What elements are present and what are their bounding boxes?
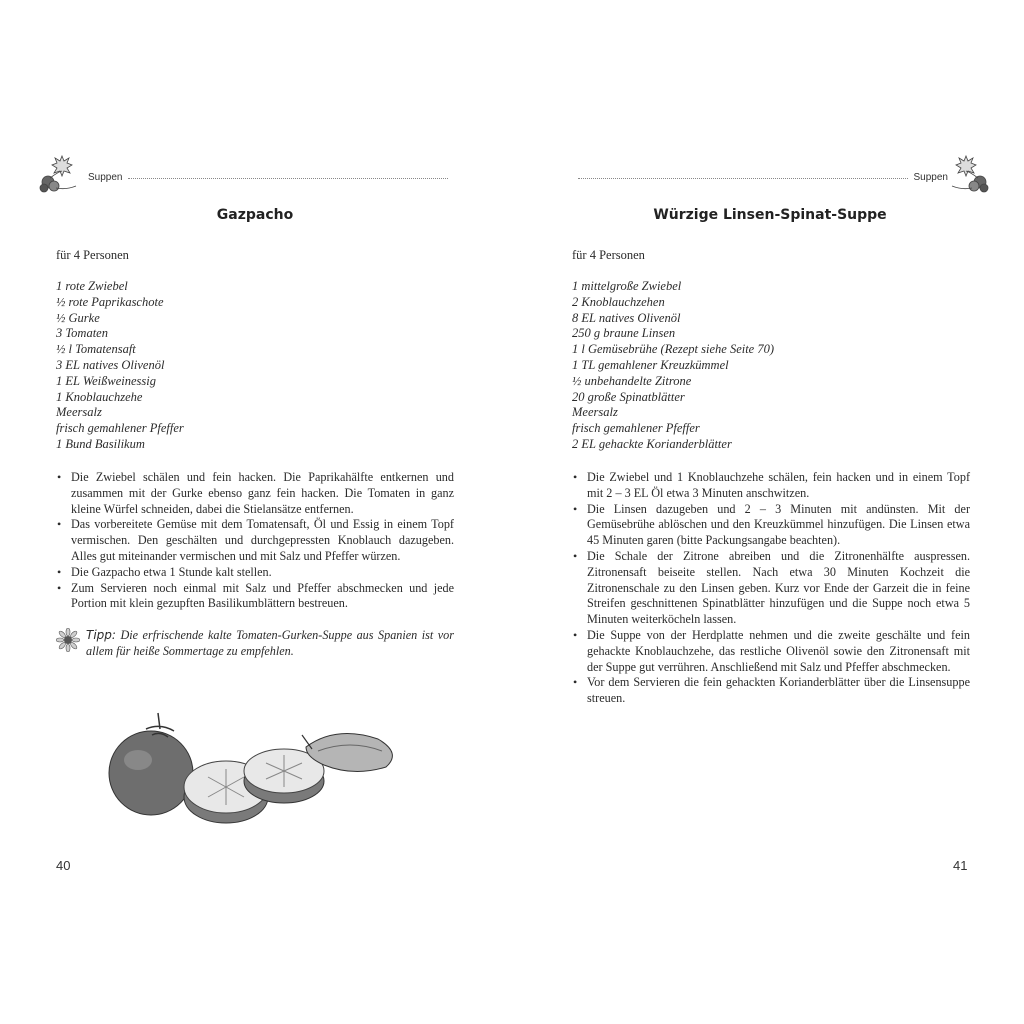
ingredient-item: ½ rote Paprikaschote [56,294,164,309]
ingredient-item: 3 Tomaten [56,326,108,341]
bullet-icon: • [573,501,578,516]
ingredient-item: 1 l Gemüsebrühe (Rezept siehe Seite 70) [572,342,775,357]
servings: für 4 Personen [56,248,129,262]
instruction-step [572,628,970,675]
ingredient-item: 8 EL natives Olivenöl [572,310,681,325]
bullet-icon: • [573,548,578,563]
ingredient-item: frisch gemahlener Pfeffer [56,421,184,436]
ingredient-item: ½ Gurke [56,310,100,325]
tip-box [56,628,454,660]
ingredient-item: 3 EL natives Olivenöl [56,357,165,372]
ingredient-item: 1 rote Zwiebel [56,279,128,293]
servings: für 4 Personen [572,248,645,262]
dotted-rule [578,178,908,179]
bullet-icon: • [573,470,578,484]
ingredient-list [572,279,774,453]
instruction-list [56,470,454,612]
tip-text [86,628,454,660]
bullet-icon: • [57,564,62,579]
ingredient-item: 1 EL Weißweinessig [56,373,157,388]
bullet-icon: • [57,580,62,595]
ingredient-item: 1 Knoblauchzehe [56,389,143,404]
ingredient-item: 1 Bund Basilikum [56,436,145,451]
recipe-title: Würzige Linsen-Spinat-Suppe [653,207,887,223]
running-head-label: Suppen [913,171,948,183]
ingredient-item: ½ unbehandelte Zitrone [572,373,692,388]
right-page [512,0,1024,1024]
instruction-text: Die Gazpacho etwa 1 Stunde kalt stellen. [71,564,272,579]
instruction-text: Die Zwiebel und 1 Knoblauchzehe schälen, fein hacken und in einem Topf mit 2 – 3 EL Öl etwa 3 Minuten anschwitzen. [587,470,970,500]
bullet-icon: • [573,627,578,642]
instruction-text: Vor dem Servieren die fein gehackten Korianderblätter über die Linsensuppe streuen. [587,675,970,706]
instruction-step [572,470,970,502]
tip-body: Die erfrischende kalte Tomaten-Gurken-Suppe aus Spanien ist vor allem für heiße Sommertage zu empfehlen. [86,628,455,658]
instruction-step [56,470,454,517]
ingredient-item: 1 TL gemahlener Kreuzkümmel [572,357,729,372]
bullet-icon: • [573,675,578,690]
instruction-step [572,502,970,549]
instruction-text: Die Linsen dazugeben und 2 – 3 Minuten mit andünsten. Mit der Gemüsebrühe ablöschen und den Kreuzkümmel hinzufügen. Die Linsen etwa 45 Minuten garen (bitte Packungsangabe beachten). [587,501,970,548]
instruction-text: Die Suppe von der Herdplatte nehmen und die zweite geschälte und fein gehackte Knoblauchzehe, das restliche Olivenöl sowie den Zitronensaft mit der Suppe gut verrühren. Anschließend mit Salz und Pfeffer abschmecken. [587,627,970,674]
ingredient-item: Meersalz [572,405,618,420]
instruction-step [56,565,454,581]
ingredient-item: 2 EL gehackte Korianderblätter [572,436,732,451]
instruction-text: Das vorbereitete Gemüse mit dem Tomatensaft, Öl und Essig in einem Topf vermischen. Den geschälten und durchgepressten Knoblauch dazugeben. Alles gut miteinander vermischen und mit Salz und Pfeffer würzen. [71,517,454,563]
instruction-step [56,581,454,613]
instruction-text: Die Zwiebel schälen und fein hacken. Die Paprikahälfte entkernen und zusammen mit der Gurke ebenso ganz fein hacken. Die Tomaten in ganz kleine Würfel schneiden, dabei die Stielansätze entfernen. [71,470,454,516]
running-head [88,170,454,184]
ingredient-item: 1 mittelgroße Zwiebel [572,279,682,293]
ingredient-item: 20 große Spinatblätter [572,389,685,404]
ingredient-item: ½ l Tomatensaft [56,342,136,357]
page-number: 41 [953,858,968,873]
bullet-icon: • [57,517,62,532]
flower-ornament-icon [948,152,992,196]
instruction-text: Die Schale der Zitrone abreiben und die Zitronenhälfte auspressen. Zitronensaft beiseite stellen. Nach etwa 30 Minuten Kochzeit die Zitronenschale zu den Linsen geben. Kurz vor Ende der Garzeit die in feine Streifen geschnittenen Spinatblätter hinzufügen und die Suppe noch etwa 5 Minuten weiterköcheln lassen. [587,548,970,627]
dotted-rule [128,178,448,179]
ingredient-item: Meersalz [56,405,102,420]
ingredient-item: frisch gemahlener Pfeffer [572,421,700,436]
recipe-title: Gazpacho [216,207,294,223]
ingredient-list [56,279,184,453]
instruction-step [572,549,970,628]
page-number: 40 [56,858,71,873]
instruction-list [572,470,970,707]
tip-label: Tipp: [86,628,116,642]
running-head-label: Suppen [88,171,123,183]
tomato-cucumber-illustration [106,705,406,831]
instruction-step [572,675,970,707]
instruction-text: Zum Servieren noch einmal mit Salz und Pfeffer abschmecken und jede Portion mit klein gezupften Basilikumblättern bestreuen. [71,580,454,611]
ingredient-item: 2 Knoblauchzehen [572,294,665,309]
running-head [572,170,948,184]
flower-ornament-icon [36,152,80,196]
bullet-icon: • [57,470,62,484]
instruction-step [56,517,454,564]
ingredient-item: 250 g braune Linsen [572,326,676,341]
sunflower-icon [56,628,80,652]
